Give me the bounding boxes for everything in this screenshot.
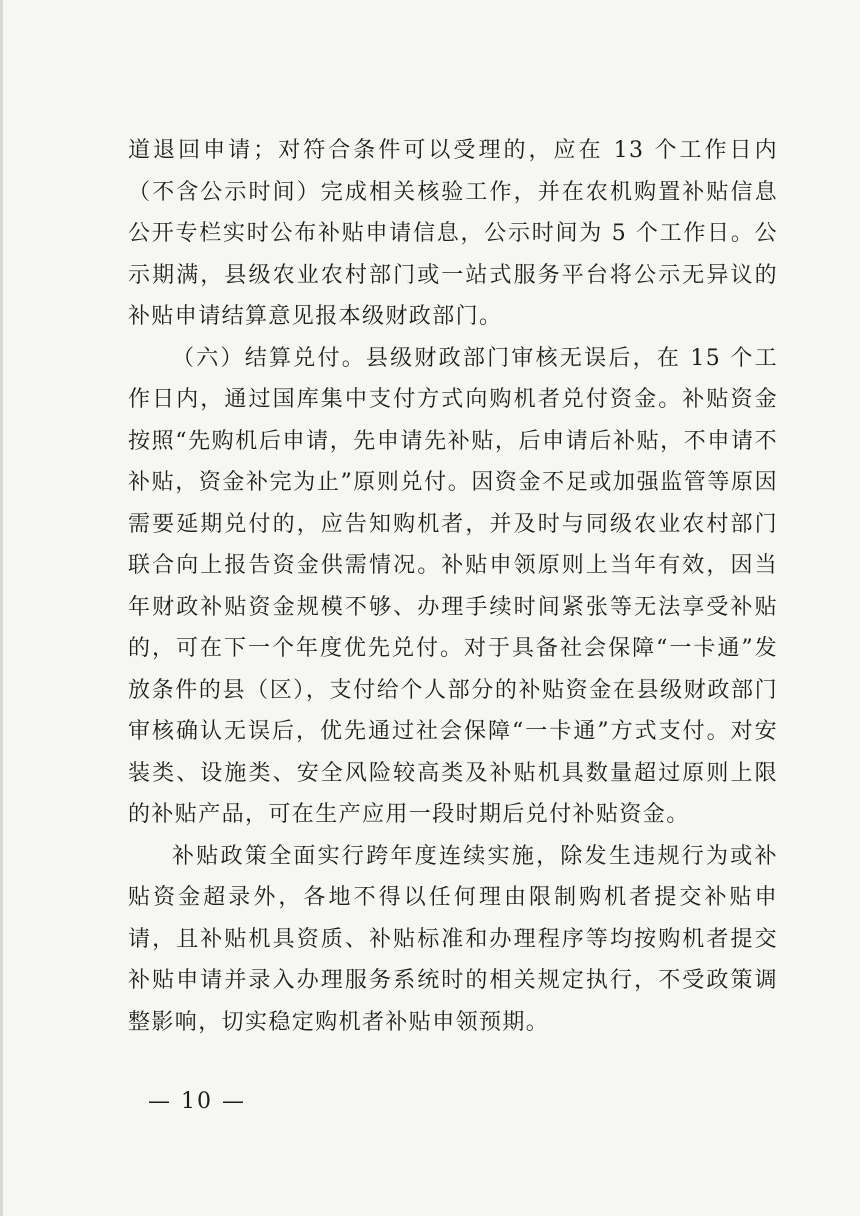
paragraph-settlement: （六）结算兑付。县级财政部门审核无误后，在 15 个工作日内，通过国库集中支付方式向购机者兑付资金。补贴资金按照“先购机后申请，先申请先补贴，后申请后补贴，不申请不补贴，资金补完为止”原则兑付。因资金不足或加强监管等原因需要延期兑付的，应告知购机者，并及时与同级农业农村部门联合向上报告资金供需情况。补贴申领原则上当年有效，因当年财政补贴资金规模不够、办理手续时间紧张等无法享受补贴的，可在下一个年度优先兑付。对于具备社会保障“一卡通”发放条件的县（区），支付给个人部分的补贴资金在县级财政部门审核确认无误后，优先通过社会保障“一卡通”方式支付。对安装类、设施类、安全风险较高类及补贴机具数量超过原则上限的补贴产品，可在生产应用一段时期后兑付补贴资金。	[128, 345, 778, 827]
page-edge	[0, 0, 3, 1216]
page-number: — 10 —	[148, 1089, 246, 1114]
paragraph-policy: 补贴政策全面实行跨年度连续实施，除发生违规行为或补贴资金超录外，各地不得以任何理由限制购机者提交补贴申请，且补贴机具资质、补贴标准和办理程序等均按购机者提交补贴申请并录入办理服务系统时的相关规定执行，不受政策调整影响，切实稳定购机者补贴申领预期。	[128, 843, 778, 1035]
paragraph-continuation: 道退回申请；对符合条件可以受理的，应在 13 个工作日内（不含公示时间）完成相关核验工作，并在农机购置补贴信息公开专栏实时公布补贴申请信息，公示时间为 5 个工作日。公示期满，县级农业农村部门或一站式服务平台将公示无异议的补贴申请结算意见报本级财政部门。	[128, 138, 778, 329]
body-text	[128, 130, 778, 1043]
